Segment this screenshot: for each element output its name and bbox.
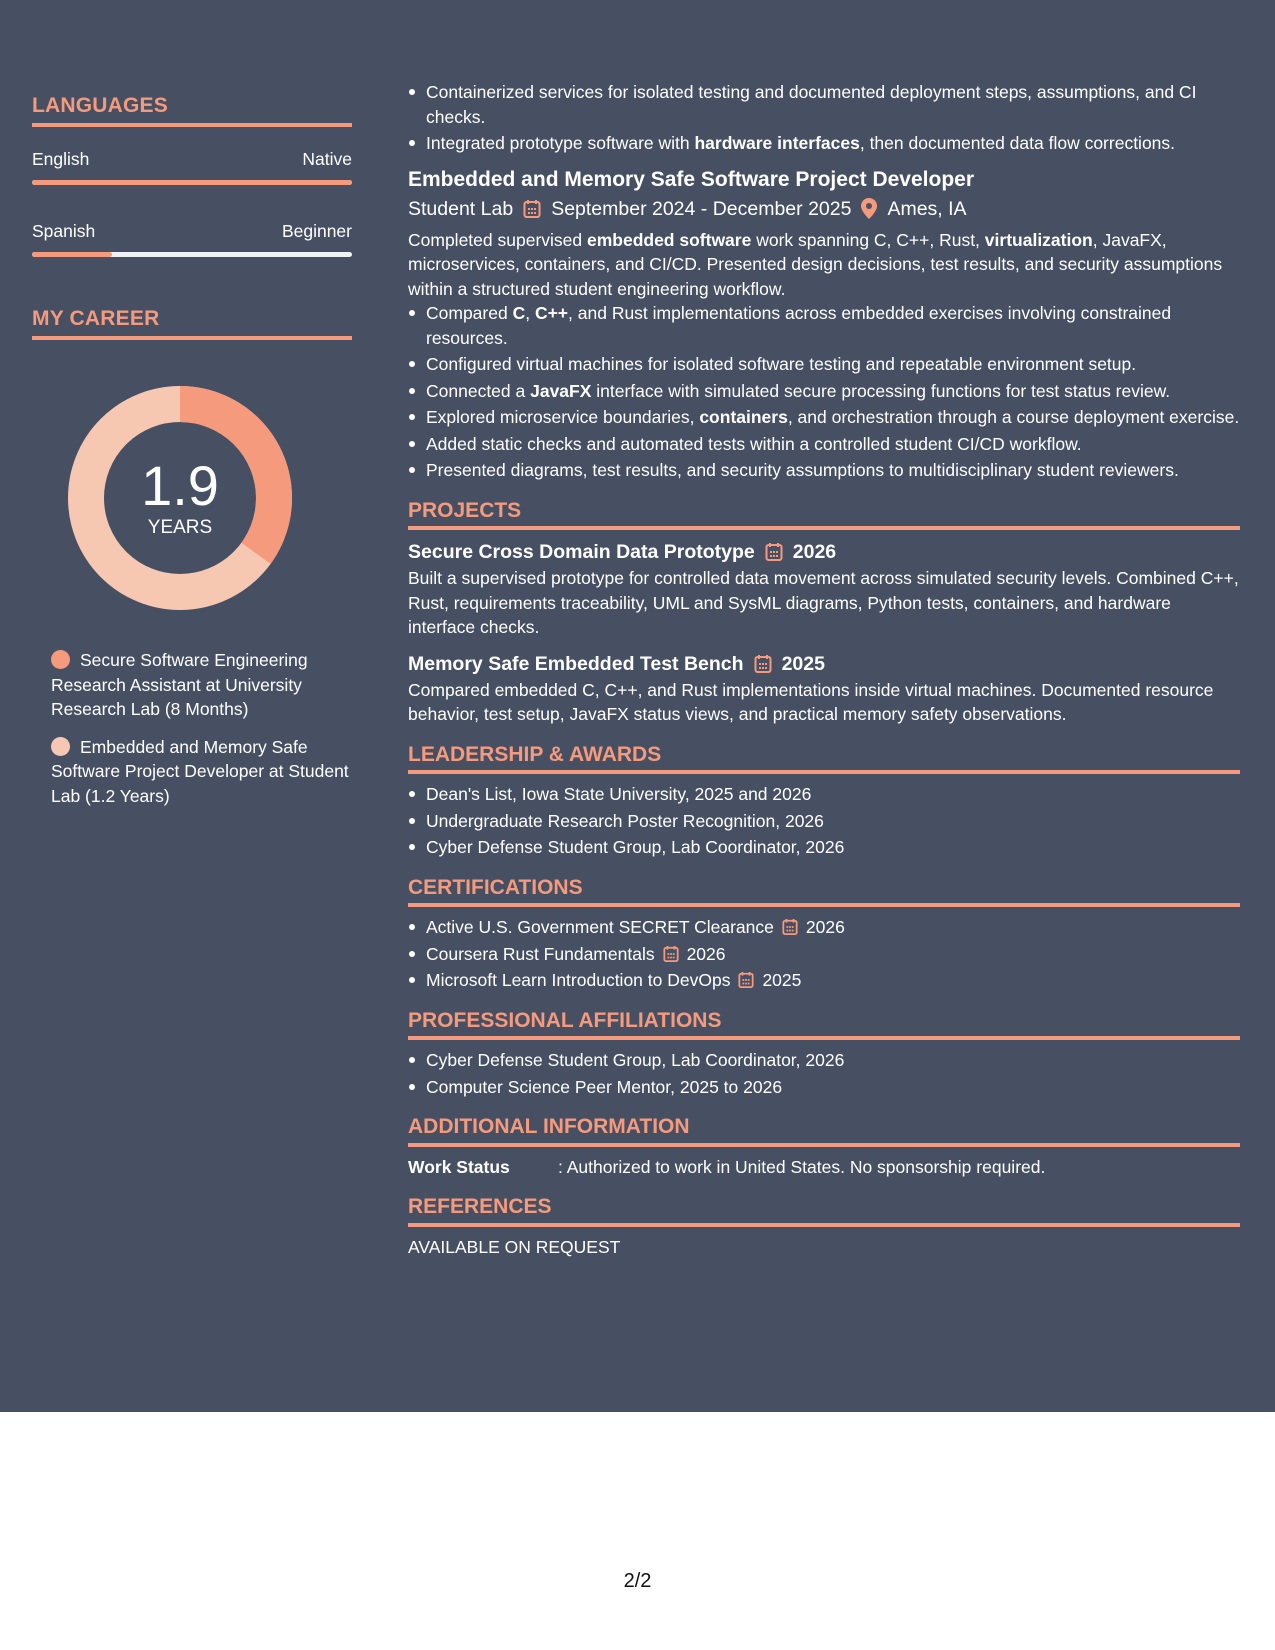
language-level: Beginner (281, 221, 352, 241)
sidebar (32, 94, 352, 821)
job-bullets (408, 301, 1240, 483)
list-item (408, 942, 1240, 967)
language-level: Native (302, 149, 352, 169)
certification-name: Microsoft Learn Introduction to DevOps (426, 970, 731, 990)
job-company: Student Lab (408, 197, 514, 220)
certification-year: 2025 (762, 970, 802, 990)
career-legend-text: Secure Software Engineering Research Assistant at University Research Lab (8 Months) (51, 650, 308, 719)
legend-dot-icon (51, 650, 70, 669)
project-title: Secure Cross Domain Data Prototype (408, 541, 755, 563)
list-item (408, 968, 1240, 993)
affiliations-heading: PROFESSIONAL AFFILIATIONS (408, 1009, 1240, 1041)
career-legend-item (51, 648, 351, 722)
job-location: Ames, IA (887, 197, 967, 220)
affiliations-list (408, 1048, 1240, 1099)
list-item: Containerized services for isolated testing and documented deployment steps, assumptions, and CI checks. (408, 80, 1240, 129)
languages-heading: LANGUAGES (32, 94, 352, 127)
language-proficiency-fill (32, 252, 112, 257)
project-title: Memory Safe Embedded Test Bench (408, 652, 744, 675)
career-years-value: 1.9 (141, 454, 219, 517)
list-item: Computer Science Peer Mentor, 2025 to 2026 (408, 1075, 1240, 1100)
list-item: Cyber Defense Student Group, Lab Coordinator, 2026 (408, 835, 1240, 860)
career-donut-chart (66, 384, 294, 612)
list-item: Configured virtual machines for isolated software testing and repeatable environment setup. (408, 352, 1240, 377)
list-item: Connected a JavaFX interface with simulated secure processing functions for test status review. (408, 379, 1240, 404)
project-item (408, 538, 1240, 640)
career-legend-text: Embedded and Memory Safe Software Project Developer at Student Lab (1.2 Years) (51, 736, 349, 806)
additional-info-heading: ADDITIONAL INFORMATION (408, 1115, 1240, 1147)
references-text: AVAILABLE ON REQUEST (408, 1236, 621, 1257)
calendar-icon (765, 542, 783, 562)
certification-name: Coursera Rust Fundamentals (426, 943, 655, 964)
leadership-heading: LEADERSHIP & AWARDS (408, 743, 1240, 775)
list-item: Integrated prototype software with hardware interfaces, then documented data flow corrections. (408, 131, 1240, 156)
list-item: Presented diagrams, test results, and security assumptions to multidisciplinary student reviewers. (408, 458, 1240, 483)
references-heading: REFERENCES (408, 1195, 1240, 1227)
calendar-icon (663, 945, 679, 963)
list-item: Cyber Defense Student Group, Lab Coordinator, 2026 (408, 1048, 1240, 1073)
main-content (408, 80, 1240, 1259)
project-year: 2025 (781, 652, 825, 675)
list-item (408, 915, 1240, 940)
project-description: Compared embedded C, C++, and Rust implementations inside virtual machines. Documented resource behavior, test setup, JavaFX status views, and practical memory safety observations. (408, 679, 1214, 724)
list-item: Undergraduate Research Poster Recognition, 2026 (408, 809, 1240, 834)
leadership-list (408, 782, 1240, 860)
career-legend (51, 648, 351, 808)
project-year: 2026 (792, 541, 837, 563)
list-item: Added static checks and automated tests within a controlled student CI/CD workflow. (408, 432, 1240, 457)
language-item (32, 221, 352, 257)
project-description: Built a supervised prototype for controlled data movement across simulated security levels. Combined C++, Rust, requirements traceability, UML and SysML diagrams, Python tests, containers, and hardware interface checks. (408, 568, 1239, 637)
certification-year: 2026 (686, 943, 726, 964)
job-dates: September 2024 - December 2025 (551, 197, 852, 220)
job-meta (408, 194, 1240, 224)
language-name: English (32, 149, 90, 169)
certifications-heading: CERTIFICATIONS (408, 876, 1240, 908)
calendar-icon (523, 199, 541, 219)
list-item: Dean's List, Iowa State University, 2025 and 2026 (408, 782, 1240, 807)
work-status-label: Work Status (408, 1156, 510, 1177)
page-number: 2/2 (623, 1570, 652, 1592)
project-item (408, 650, 1240, 727)
list-item: Compared C, C++, and Rust implementations across embedded exercises involving constrained resources. (408, 301, 1240, 350)
career-heading: MY CAREER (32, 307, 352, 340)
calendar-icon (738, 971, 754, 989)
language-item (32, 149, 352, 185)
work-status-value: : Authorized to work in United States. No sponsorship required. (558, 1156, 1046, 1177)
calendar-icon (754, 654, 772, 674)
previous-job-bullets (408, 80, 1240, 156)
language-name: Spanish (32, 221, 96, 241)
projects-heading: PROJECTS (408, 499, 1240, 531)
legend-dot-icon (51, 737, 70, 756)
certification-year: 2026 (805, 917, 845, 937)
career-legend-item (51, 735, 351, 809)
certifications-list (408, 915, 1240, 993)
language-proficiency-bar (32, 180, 352, 185)
job-title: Embedded and Memory Safe Software Project Developer (408, 167, 974, 191)
certification-name: Active U.S. Government SECRET Clearance (426, 917, 774, 937)
map-pin-icon (861, 198, 877, 219)
list-item: Explored microservice boundaries, containers, and orchestration through a course deployment exercise. (408, 405, 1240, 430)
job-summary: Completed supervised embedded software work spanning C, C++, Rust, virtualization, JavaFX, microservices, containers, and CI/CD. Presented design decisions, test results, and security assumptions within a structured student engineering workflow. (408, 229, 1223, 299)
work-status-row (408, 1155, 1240, 1180)
career-years-unit: YEARS (147, 517, 213, 538)
calendar-icon (782, 918, 798, 936)
language-proficiency-bar (32, 252, 352, 257)
language-proficiency-fill (32, 180, 352, 185)
